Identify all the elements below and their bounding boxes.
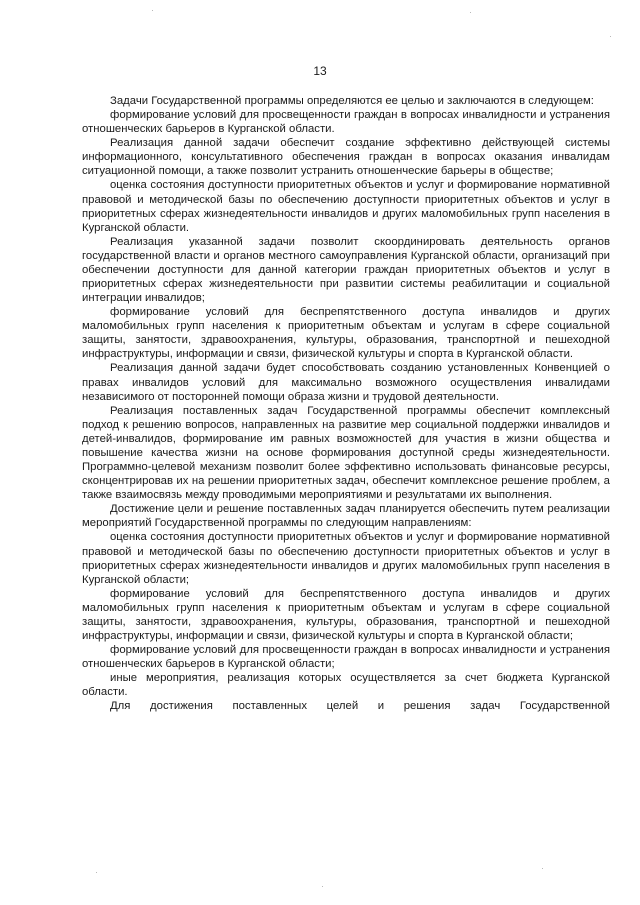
scan-speck bbox=[96, 872, 97, 873]
paragraph: формирование условий для просвещенности граждан в вопросах инвалидности и устранения отношенческих барьеров в Курганской области; bbox=[82, 644, 610, 671]
paragraph-continued: Для достижения поставленных целей и решения задач Государственной bbox=[110, 700, 610, 713]
paragraph: формирование условий для беспрепятственного доступа инвалидов и других маломобильных групп населения к приоритетным объектам и услугам в сфере социальной защиты, занятости, здравоохранения, культуры, образования, транспортной и пешеходной инфраструктуры, информации и связи, физической культуры и спорта в Курганской области. bbox=[82, 306, 610, 361]
paragraph: оценка состояния доступности приоритетных объектов и услуг и формирование нормативной правовой и методической базы по обеспечению доступности приоритетных объектов и услуг в приоритетных сферах жизнедеятельности инвалидов и других маломобильных групп населения в Курганской области; bbox=[82, 531, 610, 586]
page-number: 13 bbox=[313, 64, 327, 78]
paragraph: формирование условий для беспрепятственного доступа инвалидов и других маломобильных групп населения к приоритетным объектам и услугам в сфере социальной защиты, занятости, здравоохранения, культуры, образования, транспортной и пешеходной инфраструктуры, информации и связи, физической культуры и спорта в Курганской области; bbox=[82, 587, 610, 642]
paragraph: формирование условий для просвещенности граждан в вопросах инвалидности и устранения отношенческих барьеров в Курганской области. bbox=[82, 109, 610, 136]
paragraph: Реализация указанной задачи позволит скоординировать деятельность органов государственной власти и органов местного самоуправления Курганской области, организаций при обеспечении доступности для данной категории граждан приоритетных объектов и услуг в приоритетных сферах жизнедеятельности при развитии системы реабилитации и социальной интеграции инвалидов; bbox=[82, 235, 610, 305]
paragraph: Достижение цели и решение поставленных задач планируется обеспечить путем реализации мероприятий Государственной программы по следующим направлениям: bbox=[82, 503, 610, 530]
scan-speck bbox=[470, 12, 471, 13]
scan-speck bbox=[542, 868, 543, 869]
scan-speck bbox=[610, 36, 611, 37]
scan-speck bbox=[322, 886, 323, 887]
body-text bbox=[82, 94, 610, 713]
paragraph: оценка состояния доступности приоритетных объектов и услуг и формирование нормативной правовой и методической базы по обеспечению доступности приоритетных объектов и услуг в приоритетных сферах жизнедеятельности инвалидов и других маломобильных групп населения в Курганской области. bbox=[82, 179, 610, 234]
paragraph: Реализация данной задачи обеспечит создание эффективно действующей системы информационного, консультативного обеспечения граждан в вопросах оказания инвалидам ситуационной помощи, а также позволит устранить отношенческие барьеры в обществе; bbox=[82, 137, 610, 178]
paragraph: Задачи Государственной программы определяются ее целью и заключаются в следующем: bbox=[110, 95, 594, 107]
paragraph: Реализация данной задачи будет способствовать созданию установленных Конвенцией о правах инвалидов условий для максимально возможного осуществления инвалидами независимого от посторонней помощи образа жизни и трудовой деятельности. bbox=[82, 362, 610, 403]
paragraph: иные мероприятия, реализация которых осуществляется за счет бюджета Курганской области. bbox=[82, 672, 610, 699]
scan-speck bbox=[152, 10, 153, 11]
paragraph: Реализация поставленных задач Государственной программы обеспечит комплексный подход к решению вопросов, направленных на развитие мер социальной поддержки инвалидов и детей-инвалидов, формирование им равных возможностей для участия в жизни общества и повышение качества жизни на основе формирования доступной среды жизнедеятельности. Программно-целевой механизм позволит более эффективно использовать финансовые ресурсы, сконцентрировав их на решении приоритетных задач, обеспечит комплексное решение проблем, а также взаимосвязь между проводимыми мероприятиями и результатами их выполнения. bbox=[82, 404, 610, 502]
